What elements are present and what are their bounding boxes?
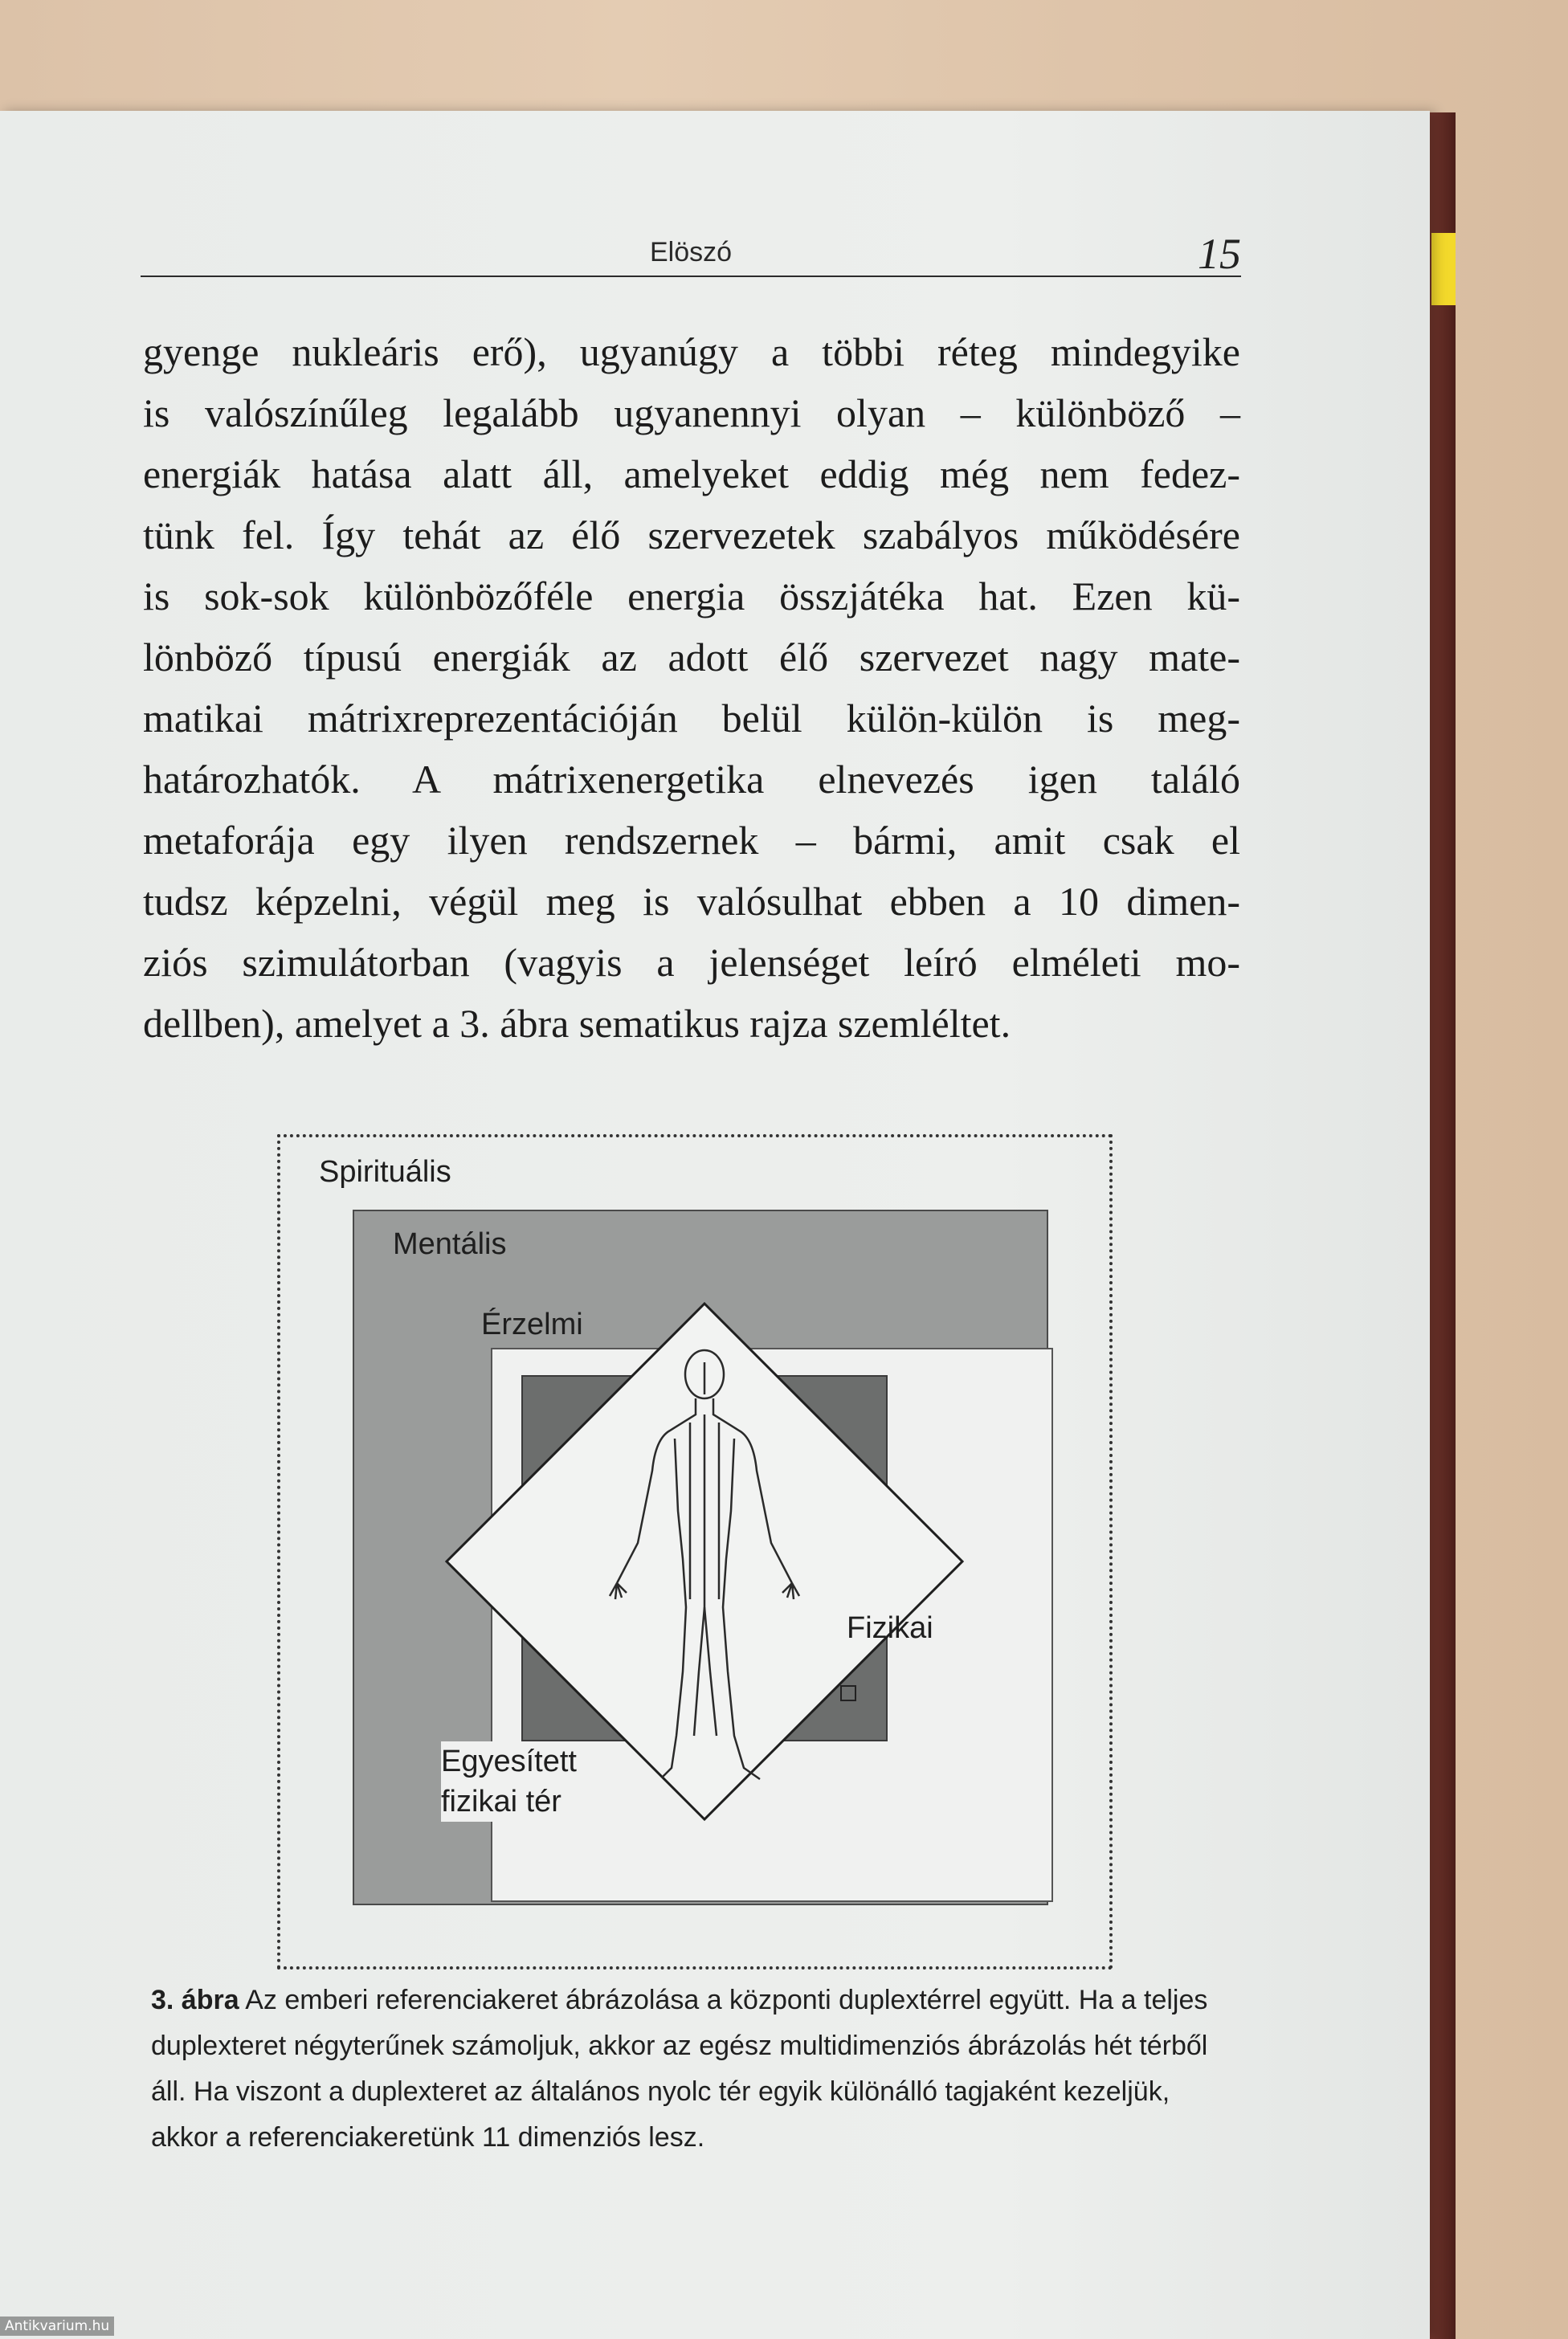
- text-line: tudsz képzelni, végül meg is valósulhat ebben a 10 dimen-: [143, 879, 1240, 924]
- label-unified-line2: fizikai tér: [441, 1785, 561, 1819]
- text-line: ziós szimulátorban (vagyis a jelenséget leíró elméleti mo-: [143, 940, 1240, 985]
- text-line: dellben), amelyet a 3. ábra sematikus rajza szemléltet.: [143, 1001, 1011, 1046]
- page-number: 15: [1198, 230, 1241, 278]
- figure-reference-frame: [277, 1134, 1113, 1970]
- running-head: [141, 229, 1241, 277]
- body-paragraph: [143, 321, 1240, 1054]
- label-spiritual: Spirituális: [319, 1155, 451, 1189]
- text-line: metaforája egy ilyen rendszernek – bármi, amit csak el: [143, 818, 1240, 863]
- caption-label: 3. ábra: [151, 1985, 239, 2015]
- small-square-marker: [840, 1685, 856, 1701]
- watermark: Antikvarium.hu: [0, 2317, 114, 2336]
- text-line: matikai mátrixreprezentációján belül külön-külön is meg-: [143, 696, 1240, 741]
- label-emotional: Érzelmi: [481, 1308, 583, 1341]
- text-line: energiák hatása alatt áll, amelyeket eddig még nem fedez-: [143, 451, 1240, 496]
- label-unified-physical-space: [441, 1741, 577, 1822]
- running-title: Elöszó: [649, 237, 733, 267]
- figure-caption: [151, 1978, 1243, 2161]
- text-line: gyenge nukleáris erő), ugyanúgy a többi réteg mindegyike: [143, 329, 1240, 374]
- text-line: határozhatók. A mátrixenergetika elnevezés igen találó: [143, 757, 1240, 802]
- caption-text: Az emberi referenciakeret ábrázolása a központi duplextérrel együtt. Ha a teljes duplexteret négyterűnek számoljuk, akkor az egész multidimenziós ábrázolás hét térből áll. Ha viszont a duplexteret az általános nyolc tér egyik különálló tagjaként kezeljük, akkor a referenciakeretünk 11 dimenziós lesz.: [151, 1985, 1208, 2153]
- text-line: is sok-sok különbözőféle energia összjátéka hat. Ezen kü-: [143, 574, 1240, 618]
- bookmark-ribbon: [1431, 233, 1456, 305]
- text-line: is valószínűleg legalább ugyanennyi olyan – különböző –: [143, 390, 1240, 435]
- label-mental: Mentális: [393, 1227, 507, 1261]
- label-unified-line1: Egyesített: [441, 1745, 577, 1778]
- text-line: tünk fel. Így tehát az élő szervezetek szabályos működésére: [143, 512, 1240, 557]
- label-physical: Fizikai: [847, 1611, 933, 1645]
- text-line: lönböző típusú energiák az adott élő szervezet nagy mate-: [143, 635, 1240, 680]
